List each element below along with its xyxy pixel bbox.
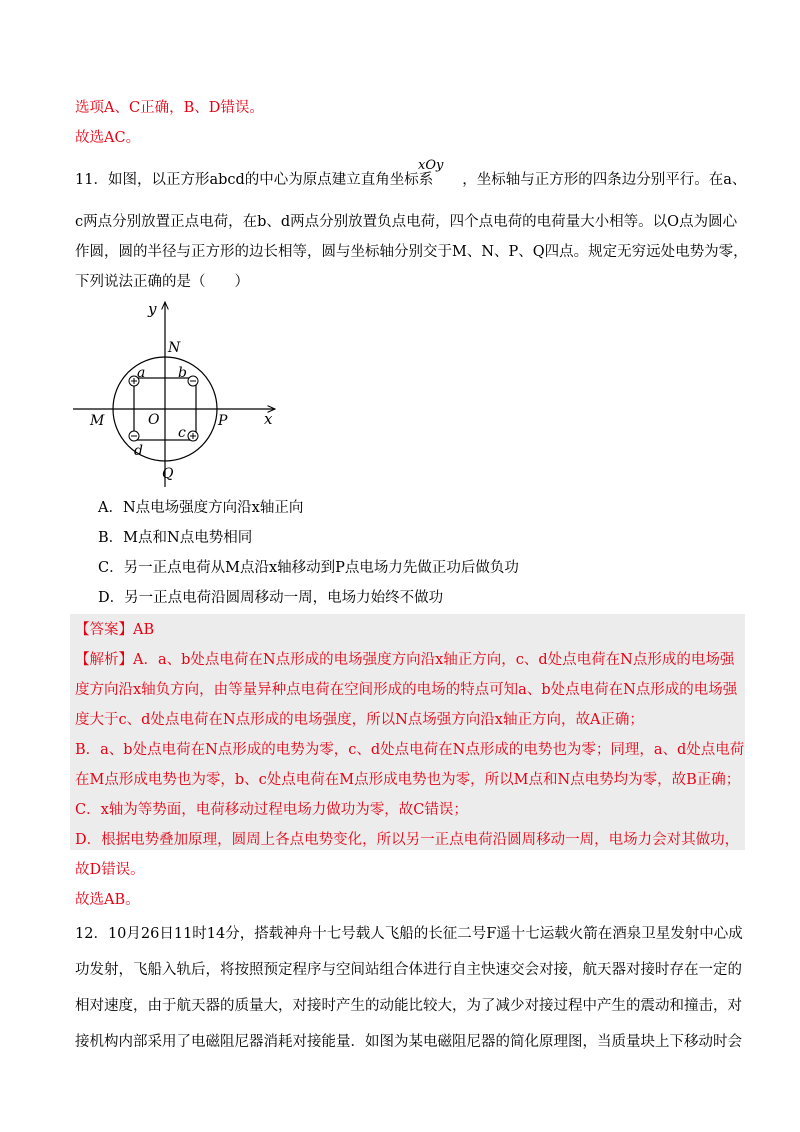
q11-line-3: 作圆，圆的半径与正方形的边长相等，圆与坐标轴分别交于M、N、P、Q四点。规定无穷远处电势为零， [75,244,748,260]
label-Q: Q [162,466,174,482]
analysis-line-7: D．根据电势叠加原理，圆周上各点电势变化，所以另一正点电荷沿圆周移动一周，电场力会对其做功， [75,832,740,848]
option-a: A．N点电场强度方向沿x轴正向 [98,500,304,516]
q11-line-2: c两点分别放置正点电荷，在b、d两点分别放置负点电荷，四个点电荷的电荷量大小相等。以O点为圆心 [75,214,738,230]
label-a: a [137,365,146,381]
label-P: P [218,413,228,429]
label-x: x [264,410,273,428]
label-O: O [148,412,160,428]
analysis-line-4: B．a、b处点电荷在N点形成的电势为零，c、d处点电荷在N点形成的电势也为零；同理，a、d处点电荷 [75,742,745,758]
q11-line-1: 11．如图，以正方形abcd的中心为原点建立直角坐标系 ，坐标轴与正方形的四条边分别平行。在a、 [75,172,747,188]
charge-b [188,376,198,386]
option-d: D．另一正点电荷沿圆周移动一周，电场力始终不做功 [98,590,444,606]
q12-line-2: 功发射，飞船入轨后，将按照预定程序与空间站组合体进行自主快速交会对接，航天器对接时存在一定的 [75,962,742,978]
analysis-line-3: 度大于c、d处点电荷在N点形成的电场强度，所以N点场强方向沿x轴正方向，故A正确； [75,712,644,728]
option-c: C．另一正点电荷从M点沿x轴移动到P点电场力先做正功后做负功 [98,560,519,576]
analysis-line-1: 【解析】A．a、b处点电荷在N点形成的电场强度方向沿x轴正方向，c、d处点电荷在N点形成的电场强 [75,652,735,668]
q11-figure [68,292,288,492]
label-c: c [178,425,186,441]
answer-label: 【答案】AB [75,622,155,638]
analysis-line-8: 故D错误。 [75,862,145,878]
label-d: d [134,443,143,459]
option-b: B．M点和N点电势相同 [98,530,253,546]
q11-line-4: 下列说法正确的是（ ） [75,274,249,290]
analysis-line-6: C．x轴为等势面，电荷移动过程电场力做功为零，故C错误； [75,802,468,818]
previous-conclusion: 故选AC。 [75,130,141,146]
charge-d [129,431,139,441]
q12-line-4: 接机构内部采用了电磁阻尼器消耗对接能量．如图为某电磁阻尼器的简化原理图，当质量块上下移动时会 [75,1034,742,1050]
coord-system-label: xOy [418,158,444,173]
analysis-line-5: 在M点形成电势也为零，b、c处点电荷在M点形成电势也为零，所以M点和N点电势均为零，故B正确； [75,772,741,788]
label-b: b [178,365,187,381]
coordinate-diagram [68,292,288,492]
label-M: M [90,413,105,429]
analysis-line-2: 度方向沿x轴负方向，由等量异种点电荷在空间形成的电场的特点可知a、b处点电荷在N点形成的电场强 [75,682,738,698]
label-N: N [168,340,181,356]
q12-line-1: 12．10月26日11时14分，搭载神舟十七号载人飞船的长征二号F遥十七运载火箭在酒泉卫星发射中心成 [75,926,743,942]
q12-line-3: 相对速度，由于航天器的质量大，对接时产生的动能比较大，为了减少对接过程中产生的震动和撞击，对 [75,998,742,1014]
charge-c [188,431,198,441]
label-y: y [148,300,157,318]
q11-conclusion: 故选AB。 [75,892,140,908]
previous-answer-line: 选项A、C正确，B、D错误。 [75,100,264,116]
